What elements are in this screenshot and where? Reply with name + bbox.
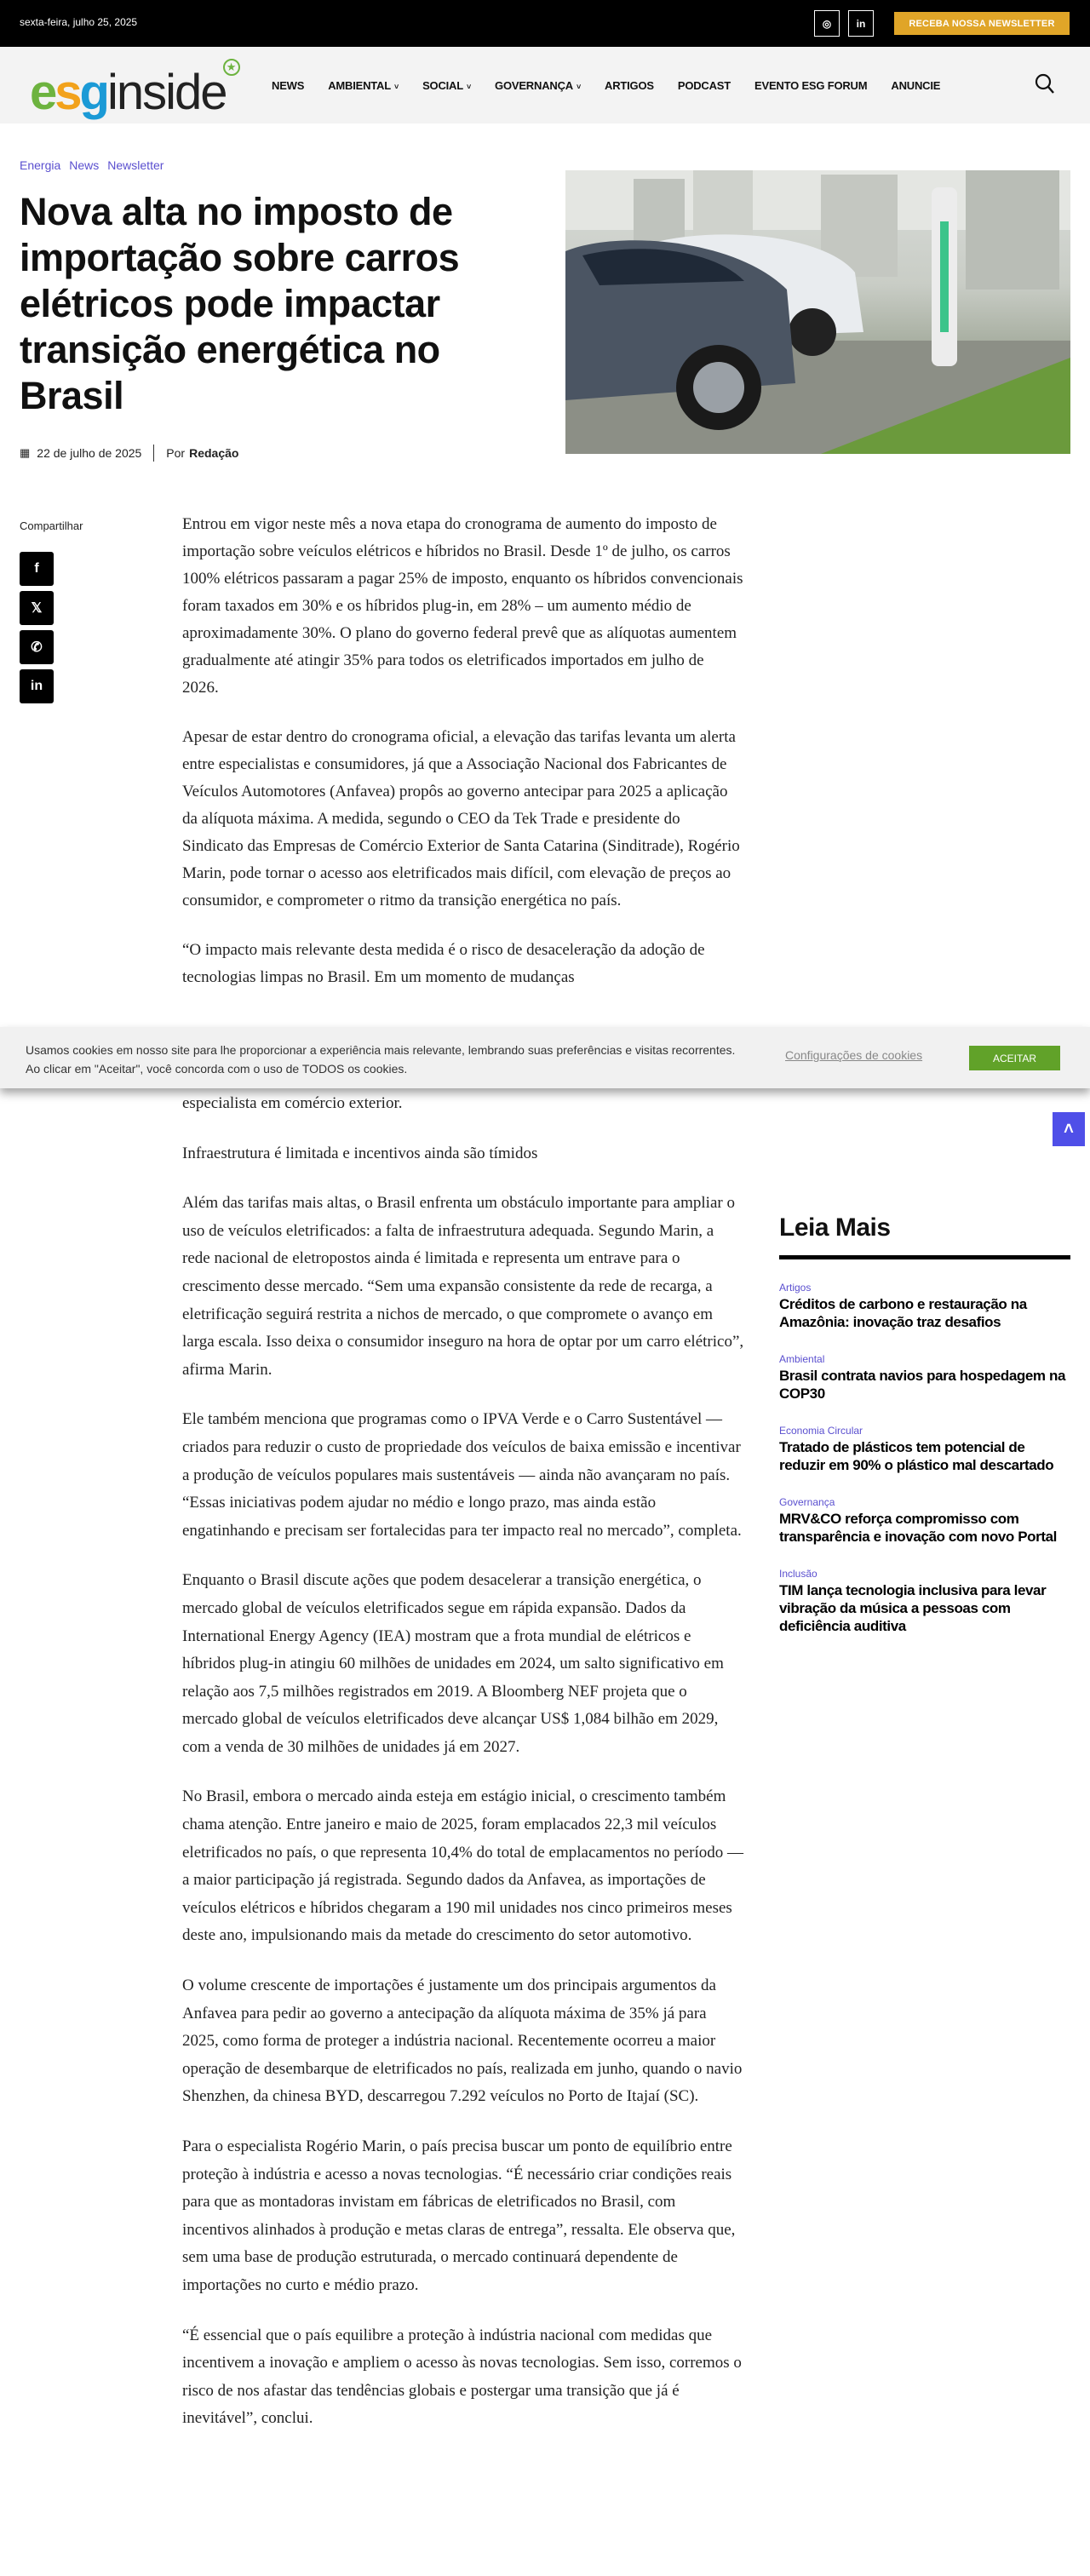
read-more-item[interactable] bbox=[779, 1353, 1070, 1403]
logo-letter: s bbox=[54, 65, 80, 120]
nav-item-artigos[interactable]: ARTIGOS bbox=[605, 78, 654, 92]
x-icon: 𝕏 bbox=[31, 601, 43, 616]
logo-letter: g bbox=[79, 65, 107, 120]
item-category[interactable]: Artigos bbox=[779, 1282, 812, 1294]
item-title[interactable]: TIM lança tecnologia inclusiva para levar vibração da música a pessoas com deficiência auditiva bbox=[779, 1582, 1047, 1634]
paragraph: No Brasil, embora o mercado ainda esteja em estágio inicial, o crescimento também chama atenção. Entre janeiro e maio de 2025, foram emplacados 22,3 mil veículos eletrificados no país, o que representa 10,4% do total de emplacamentos no período — a maior participação já registrada. Segundo dados da Anfavea, as importações de veículos elétricos e híbridos chegaram a 190 mil unidades nos cinco primeiros meses deste ano, impulsionando mais da metade do crescimento do setor automotivo. bbox=[182, 1787, 743, 1945]
paragraph: Enquanto o Brasil discute ações que podem desacelerar a transição energética, o mercado global de veículos eletrificados segue em rápida expansão. Dados da International Energy Agency (IEA) mostram que a frota mundial de elétricos e híbridos plug-in atingiu 60 milhões de unidades em 2024, um salto significativo em relação aos 7,5 milhões registrados em 2019. A Bloomberg NEF projeta que o mercado global de veículos eletrificados deve alcançar US$ 1,084 bilhão em 2029, com a venda de 30 milhões de unidades já em 2027. bbox=[182, 1571, 724, 1756]
item-category[interactable]: Inclusão bbox=[779, 1568, 818, 1580]
share-linkedin-button[interactable] bbox=[20, 669, 54, 703]
paragraph: Ele também menciona que programas como o IPVA Verde e o Carro Sustentável — criados para reduzir o custo de propriedade dos veículos de baixa emissão e incentivar a produção de veículos populares mais sustentáveis — ainda não avançaram no país. “Essas iniciativas podem ajudar no médio e longo prazo, mas ainda estão engatinhando e precisam ser fortalecidas para ter impacto real no mercado”, completa. bbox=[182, 1410, 742, 1540]
hero-image bbox=[565, 170, 1070, 454]
paragraph: Apesar de estar dentro do cronograma oficial, a elevação das tarifas levanta um alerta entre especialistas e consumidores, já que a Associação Nacional dos Fabricantes de Veículos Automotores (Anfavea) propôs ao governo antecipar para 2025 a aplicação da alíquota máxima. A medida, segundo o CEO da Tek Trade e presidente do Sindicato das Empresas de Comércio Exterior de Santa Catarina (Sinditrade), Rogério Marin, pode tornar o acesso aos eletrificados mais difícil, com elevação de preços ao consumidor, e comprometer o ritmo da transição energética no país. bbox=[182, 728, 740, 909]
publish-date: 22 de julho de 2025 bbox=[37, 446, 142, 460]
paragraph-quote-end: especialista em comércio exterior. bbox=[182, 1094, 403, 1112]
cookie-banner bbox=[0, 1027, 1090, 1088]
read-more-item[interactable] bbox=[779, 1496, 1070, 1546]
electric-cars-charging-image bbox=[565, 170, 1070, 454]
nav-item-ambiental[interactable] bbox=[328, 79, 399, 92]
calendar-icon: ▦ bbox=[20, 446, 31, 459]
chevron-up-icon: ˄ bbox=[1064, 1119, 1074, 1139]
article-meta bbox=[20, 445, 238, 462]
category-tag[interactable]: Energia bbox=[20, 158, 61, 172]
logo-letter: e bbox=[30, 65, 55, 120]
share-facebook-button[interactable] bbox=[20, 552, 54, 586]
nav-label: SOCIAL bbox=[422, 78, 463, 92]
category-tag[interactable]: Newsletter bbox=[107, 158, 164, 172]
nav-item-podcast[interactable]: PODCAST bbox=[677, 78, 731, 92]
search-icon[interactable] bbox=[1034, 72, 1056, 96]
chevron-down-icon: ˅ bbox=[394, 82, 399, 91]
nav-label: AMBIENTAL bbox=[328, 78, 391, 92]
scroll-to-top-button[interactable] bbox=[1053, 1112, 1085, 1146]
nav-item-evento[interactable]: EVENTO ESG FORUM bbox=[754, 78, 868, 92]
by-label: Por bbox=[166, 446, 186, 460]
accept-cookies-button[interactable]: ACEITAR bbox=[969, 1046, 1060, 1070]
instagram-icon: ◎ bbox=[822, 17, 832, 30]
linkedin-link[interactable] bbox=[848, 10, 874, 37]
nav-item-news[interactable]: NEWS bbox=[272, 78, 305, 92]
article-body-bottom bbox=[182, 1090, 744, 2455]
item-category[interactable]: Ambiental bbox=[779, 1353, 825, 1365]
current-date: sexta-feira, julho 25, 2025 bbox=[20, 16, 138, 28]
read-more-item[interactable] bbox=[779, 1568, 1070, 1635]
category-tags bbox=[20, 158, 164, 172]
paragraph: O volume crescente de importações é justamente um dos principais argumentos da Anfavea para pedir ao governo a antecipação da alíquota máxima de 35% já para 2025, como forma de proteger a indústria nacional. Recentemente ocorreu a maior operação de desembarque de eletrificados no país, realizada em junho, quando o navio Shenzhen, da chinesa BYD, descarregou 7.292 veículos no Porto de Itajaí (SC). bbox=[182, 1976, 743, 2106]
read-more-item[interactable] bbox=[779, 1425, 1070, 1474]
item-title[interactable]: MRV&CO reforça compromisso com transparência e inovação com novo Portal bbox=[779, 1511, 1058, 1545]
chevron-down-icon: ˅ bbox=[466, 82, 472, 91]
paragraph-quote-start: “O impacto mais relevante desta medida é o risco de desaceleração da adoção de tecnologias limpas no Brasil. Em um momento de mudanças bbox=[182, 941, 705, 986]
site-logo[interactable] bbox=[30, 60, 237, 120]
category-tag[interactable]: News bbox=[69, 158, 100, 172]
linkedin-icon: in bbox=[30, 679, 43, 693]
nav-item-social[interactable] bbox=[422, 79, 471, 92]
item-title[interactable]: Tratado de plásticos tem potencial de reduzir em 90% o plástico mal descartado bbox=[779, 1439, 1054, 1473]
item-category[interactable]: Governança bbox=[779, 1496, 835, 1508]
star-icon: ★ bbox=[223, 59, 240, 76]
facebook-icon: f bbox=[34, 561, 39, 576]
nav-menu bbox=[272, 47, 940, 123]
subheading: Infraestrutura é limitada e incentivos ainda são tímidos bbox=[182, 1144, 538, 1162]
heading-rule bbox=[779, 1255, 1070, 1259]
instagram-link[interactable] bbox=[814, 10, 840, 37]
top-bar bbox=[0, 0, 1090, 47]
nav-label: GOVERNANÇA bbox=[495, 78, 573, 92]
logo-word: inside bbox=[106, 65, 227, 120]
paragraph: “É essencial que o país equilibre a proteção à indústria nacional com medidas que incentivem a inovação e ampliem o acesso às novas tecnologias. Sem isso, corremos o risco de nos afastar das tendências globais e postergar uma transição que já é inevitável”, conclui. bbox=[182, 2326, 742, 2428]
newsletter-button[interactable]: RECEBA NOSSA NEWSLETTER bbox=[894, 12, 1070, 35]
item-title[interactable]: Brasil contrata navios para hospedagem na COP30 bbox=[779, 1368, 1065, 1402]
nav-item-anuncie[interactable]: ANUNCIE bbox=[891, 78, 941, 92]
whatsapp-icon: ✆ bbox=[31, 640, 43, 655]
nav-item-governanca[interactable] bbox=[495, 79, 581, 92]
paragraph: Para o especialista Rogério Marin, o país precisa buscar um ponto de equilíbrio entre proteção à indústria e acesso a novas tecnologias. “É necessário criar condições reais para que as montadoras invistam em fábricas de eletrificados no Brasil, com incentivos alinhados à produção e metas claras de entrega”, ressalta. Ele observa que, sem uma base de produção estruturada, o mercado continuará dependente de importações no curto e médio prazo. bbox=[182, 2137, 736, 2294]
read-more-heading: Leia Mais bbox=[779, 1213, 891, 1242]
article-title: Nova alta no imposto de importação sobre carros elétricos pode impactar transição energética no Brasil bbox=[20, 190, 460, 417]
share-x-button[interactable] bbox=[20, 591, 54, 625]
share-label: Compartilhar bbox=[20, 519, 83, 532]
author-link[interactable]: Redação bbox=[189, 446, 239, 460]
main-nav bbox=[0, 47, 1090, 123]
read-more-item[interactable] bbox=[779, 1282, 1070, 1331]
chevron-down-icon: ˅ bbox=[576, 82, 582, 91]
paragraph: Entrou em vigor neste mês a nova etapa do cronograma de aumento do imposto de importação sobre veículos elétricos e híbridos no Brasil. Desde 1º de julho, os carros 100% elétricos passaram a pagar 25% de imposto, enquanto os híbridos convencionais foram taxados em 30% e os híbridos plug-in, em 28% – um aumento médio de aproximadamente 30%. O plano do governo federal prevê que as alíquotas aumentem gradualmente até atingir 35% para todos os eletrificados importados em julho de 2026. bbox=[182, 515, 743, 697]
share-whatsapp-button[interactable] bbox=[20, 630, 54, 664]
read-more-sidebar bbox=[779, 1209, 1070, 1657]
cookie-settings-link[interactable]: Configurações de cookies bbox=[785, 1048, 923, 1062]
item-category[interactable]: Economia Circular bbox=[779, 1425, 863, 1437]
paragraph: Além das tarifas mais altas, o Brasil enfrenta um obstáculo importante para ampliar o uso de veículos eletrificados: a falta de infraestrutura adequada. Segundo Marin, a rede nacional de eletropostos ainda é limitada e representa um entrave para o crescimento desse mercado. “Sem uma expansão consistente da rede de recarga, a eletrificação seguirá restrita a nichos de mercado, o que compromete o avanço em larga escala. Isso deixa o consumidor inseguro na hora de optar por um carro elétrico”, afirma Marin. bbox=[182, 1194, 744, 1379]
linkedin-icon: in bbox=[856, 17, 866, 30]
item-title[interactable]: Créditos de carbono e restauração na Amazônia: inovação traz desafios bbox=[779, 1296, 1027, 1330]
cookie-text: Usamos cookies em nosso site para lhe proporcionar a experiência mais relevante, lembrando suas preferências e visitas recorrentes. Ao clicar em "Aceitar", você concorda com o uso de TODOS os cookies. bbox=[26, 1043, 736, 1076]
divider bbox=[153, 445, 154, 462]
article-body-top bbox=[182, 511, 744, 1013]
